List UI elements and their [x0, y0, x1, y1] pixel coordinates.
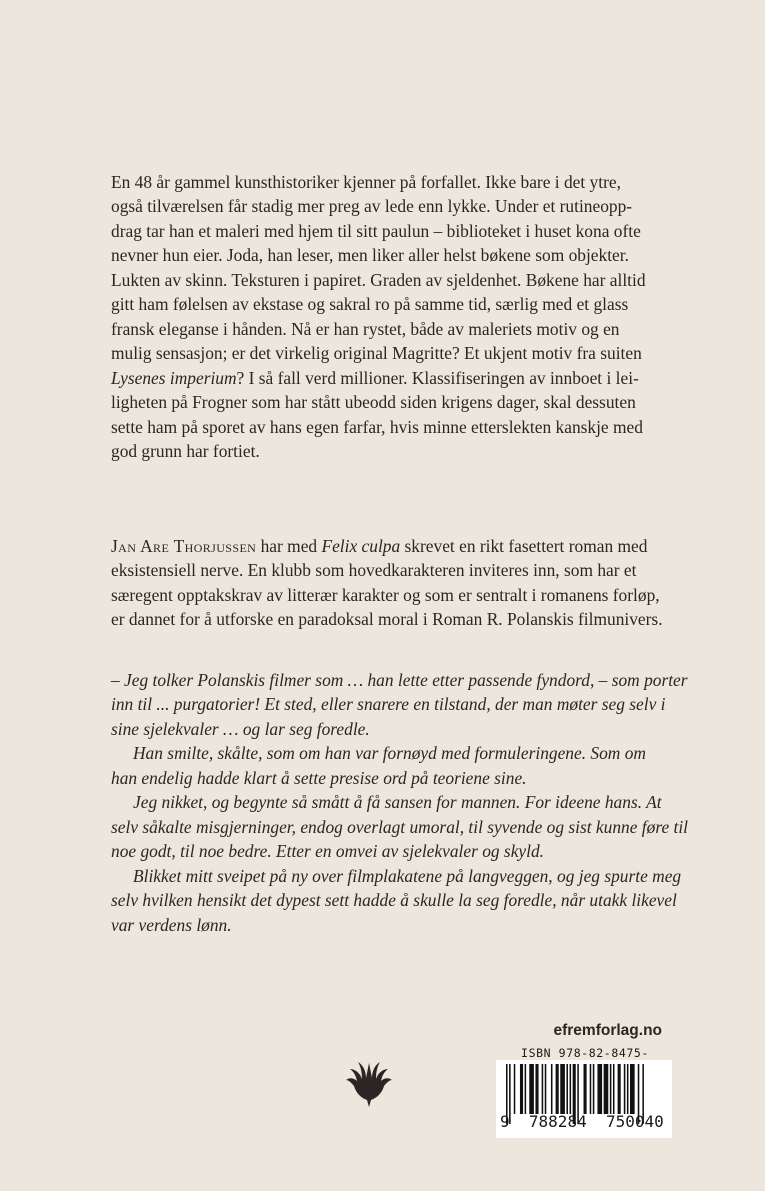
excerpt-line: inn til ... purgatorier! Et sted, eller snarere en tilstand, der man møter seg selv i [111, 694, 666, 715]
blurb-line: mulig sensasjon; er det virkelig original Magritte? Et ukjent motiv fra suiten [111, 343, 642, 364]
blurb-line: sette ham på sporet av hans egen farfar, hvis minne etterslekten kanskje med [111, 416, 643, 437]
excerpt-line: sine sjelekvaler … og lar seg foredle. [111, 718, 370, 739]
barcode-right-digits: 750040 [605, 1112, 664, 1131]
excerpt-line: noe godt, til noe bedre. Etter en omvei av sjelekvaler og skyld. [111, 841, 545, 862]
author-text: skrevet en rikt fasettert roman med [400, 536, 648, 556]
blurb-line: gitt ham følelsen av ekstase og sakral ro på samme tid, særlig med et glass [111, 294, 629, 315]
excerpt-line: var verdens lønn. [111, 914, 232, 935]
excerpt-line: – Jeg tolker Polanskis filmer som … han lette etter passende fyndord, – som porter [111, 670, 688, 690]
blurb-line [111, 366, 671, 390]
excerpt-line: Han smilte, skålte, som om han var fornøyd med formuleringene. Som om [133, 743, 646, 764]
excerpt-line: Blikket mitt sveipet på ny over filmplakatene på langveggen, og jeg spurte meg [133, 865, 682, 886]
artwork-title: Lysenes imperium [111, 367, 237, 388]
author-line: eksistensiell nerve. En klubb som hovedkarakteren inviteres inn, som har et [111, 560, 637, 581]
author-line: særegent opptakskrav av litterær karakter og som er sentralt i romanens forløp, [111, 584, 660, 605]
blurb-line-rest: ? I så fall verd millioner. Klassifiseringen av innboet i lei- [236, 367, 639, 388]
book-title: Felix culpa [321, 536, 401, 556]
author-name: Jan Are Thorjussen [111, 536, 257, 556]
barcode-digits [500, 1112, 670, 1131]
author-line: er dannet for å utforske en paradoksal moral i Roman R. Polanskis filmunivers. [111, 609, 663, 630]
excerpt-line: selv hvilken hensikt det dypest sett hadde å skulle la seg foredle, når utakk likevel [111, 890, 677, 911]
blurb-line: også tilværelsen får stadig mer preg av lede enn lykke. Under et rutineopp- [111, 196, 633, 217]
blurb-paragraph [111, 170, 671, 463]
blurb-line: ligheten på Frogner som har stått ubeodd siden krigens dager, skal dessuten [111, 392, 636, 413]
isbn-text: ISBN 978-82-8475- [521, 1046, 649, 1060]
barcode-left-digits: 788284 [528, 1112, 587, 1131]
blurb-line: drag tar han et maleri med hjem til sitt paulun – biblioteket i huset kona ofte [111, 220, 641, 241]
blurb-line: god grunn har fortiet. [111, 440, 260, 461]
excerpt-line: Jeg nikket, og begynte så smått å få sansen for mannen. For ideene hans. At [133, 792, 662, 813]
blurb-line: En 48 år gammel kunsthistoriker kjenner på forfallet. Ikke bare i det ytre, [111, 172, 621, 192]
blurb-line: fransk eleganse i hånden. Nå er han rystet, både av maleriets motiv og en [111, 318, 620, 339]
excerpt [111, 668, 689, 937]
barcode-first-digit: 9 [500, 1112, 510, 1131]
author-text: har med [256, 536, 322, 556]
excerpt-line: han endelig hadde klart å sette presise ord på teoriene sine. [111, 767, 527, 788]
blurb-line: Lukten av skinn. Teksturen i papiret. Graden av sjeldenhet. Bøkene har alltid [111, 269, 646, 290]
blurb-line: nevner hun eier. Joda, han leser, men liker aller helst bøkene som objekter. [111, 245, 629, 266]
excerpt-line: selv såkalte misgjerninger, endog overlagt umoral, til syvende og sist kunne føre til [111, 816, 689, 837]
publisher-url[interactable]: efremforlag.no [553, 1022, 662, 1039]
author-line [111, 534, 671, 558]
bird-emblem-icon [346, 1060, 392, 1108]
author-paragraph [111, 534, 671, 632]
